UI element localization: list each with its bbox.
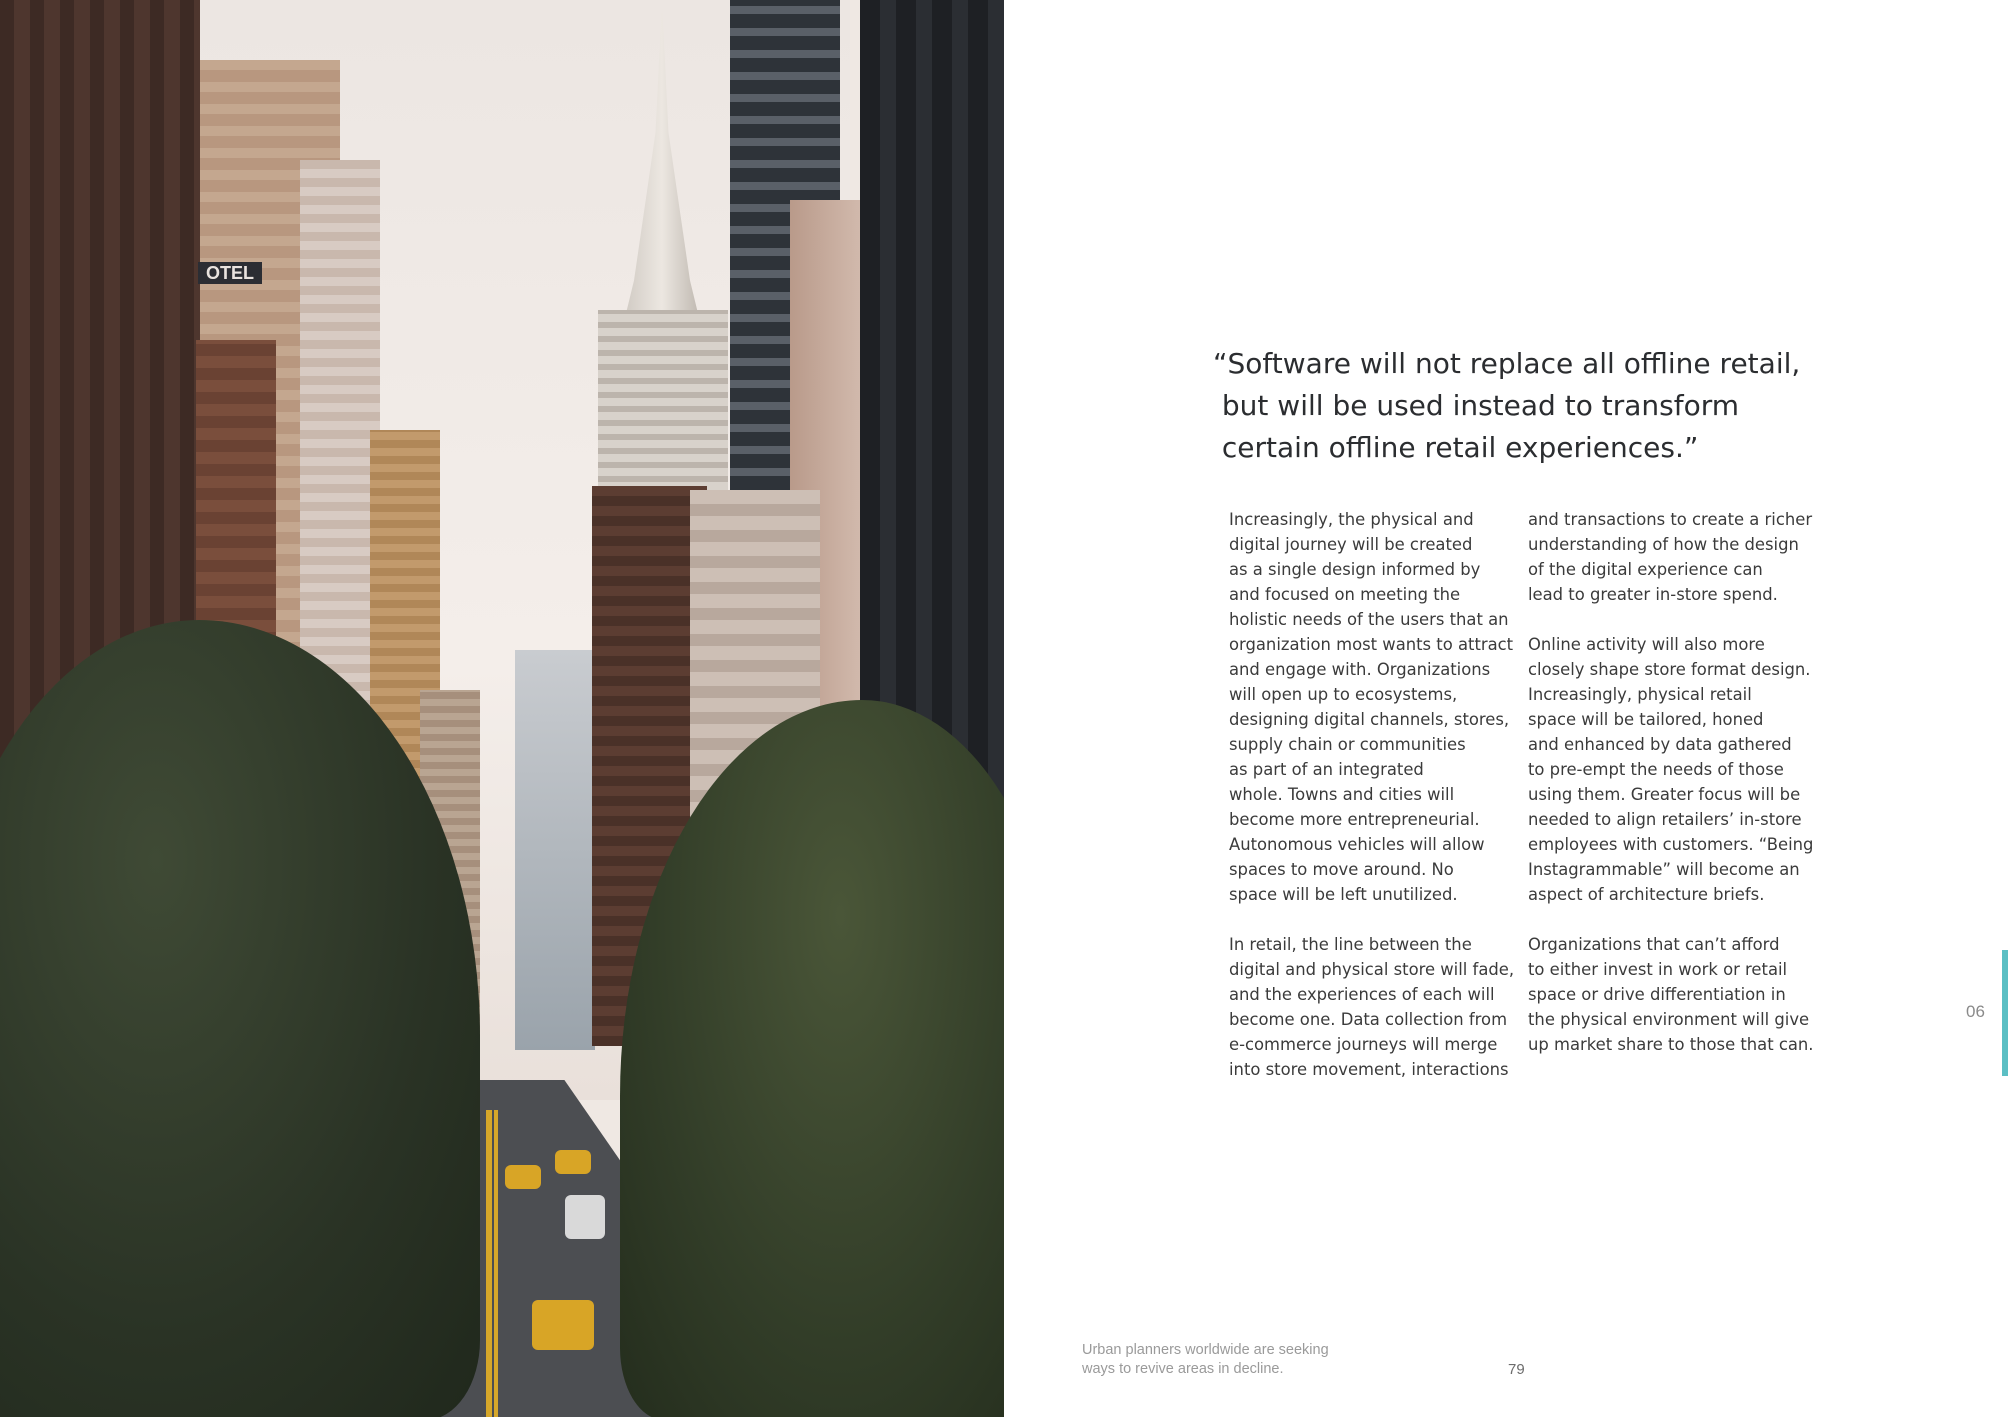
section-number: 06 [1966,1002,1985,1021]
text-line: to either invest in work or retail [1528,960,1788,979]
text-line: as part of an integrated [1229,760,1424,779]
hotel-sign: OTEL [198,262,262,284]
taxi [555,1150,591,1174]
text-line: In retail, the line between the [1229,935,1472,954]
body-paragraph [1229,932,1519,1082]
text-line: lead to greater in-store spend. [1528,585,1778,604]
text-line: digital and physical store will fade, [1229,960,1515,979]
text-line: Organizations that can’t afford [1528,935,1780,954]
body-paragraph [1229,507,1519,907]
text-line: using them. Greater focus will be [1528,785,1801,804]
text-line: become more entrepreneurial. [1229,810,1480,829]
text-line: space will be tailored, honed [1528,710,1764,729]
body-paragraph [1528,632,1818,907]
text-line: employees with customers. “Being [1528,835,1814,854]
text-line: space or drive differentiation in [1528,985,1786,1004]
pull-quote-line: certain offline retail experiences.” [1213,431,1699,464]
pull-quote-line: “Software will not replace all offline retail, [1213,347,1801,380]
text-line: digital journey will be created [1229,535,1473,554]
body-column-1 [1229,507,1519,1082]
center-lane-line [486,1110,492,1417]
text-line: of the digital experience can [1528,560,1763,579]
text-line: up market share to those that can. [1528,1035,1814,1054]
body-paragraph [1528,932,1818,1057]
text-line: and transactions to create a richer [1528,510,1813,529]
chrysler-building [598,310,728,490]
text-line: whole. Towns and cities will [1229,785,1455,804]
text-line: organization most wants to attract [1229,635,1514,654]
text-line: supply chain or communities [1229,735,1466,754]
white-car [565,1195,605,1239]
caption-line: ways to revive areas in decline. [1082,1361,1284,1377]
text-line: as a single design informed by [1229,560,1481,579]
center-lane-line-2 [494,1110,498,1417]
body-column-2 [1528,507,1818,1057]
text-line: Autonomous vehicles will allow [1229,835,1485,854]
text-line: and the experiences of each will [1229,985,1495,1004]
taxi [505,1165,541,1189]
pull-quote [1213,343,1813,469]
text-line: Increasingly, the physical and [1229,510,1474,529]
text-line: Online activity will also more [1528,635,1765,654]
text-line: and engage with. Organizations [1229,660,1491,679]
text-line: needed to align retailers’ in-store [1528,810,1802,829]
text-line: and focused on meeting the [1229,585,1461,604]
text-line: understanding of how the design [1528,535,1799,554]
taxi [532,1300,594,1350]
text-line: Increasingly, physical retail [1528,685,1752,704]
text-line: closely shape store format design. [1528,660,1811,679]
text-line: aspect of architecture briefs. [1528,885,1765,904]
paragraph-gap [1528,607,1818,632]
text-line: designing digital channels, stores, [1229,710,1510,729]
building-distant-tower [515,650,595,1050]
body-paragraph [1528,507,1818,607]
paragraph-gap [1528,907,1818,932]
text-line: into store movement, interactions [1229,1060,1509,1079]
text-line: space will be left unutilized. [1229,885,1458,904]
caption-line: Urban planners worldwide are seeking [1082,1342,1329,1358]
text-line: to pre-empt the needs of those [1528,760,1784,779]
text-line: Instagrammable” will become an [1528,860,1800,879]
page-number: 79 [1508,1361,1525,1378]
text-line: spaces to move around. No [1229,860,1454,879]
text-line: become one. Data collection from [1229,1010,1508,1029]
section-tab-marker [2002,950,2008,1076]
text-line: holistic needs of the users that an [1229,610,1509,629]
paragraph-gap [1229,907,1519,932]
text-line: e-commerce journeys will merge [1229,1035,1498,1054]
text-line: and enhanced by data gathered [1528,735,1792,754]
text-line: the physical environment will give [1528,1010,1810,1029]
text-line: will open up to ecosystems, [1229,685,1458,704]
photo-caption [1082,1341,1329,1379]
pull-quote-line: but will be used instead to transform [1213,389,1739,422]
